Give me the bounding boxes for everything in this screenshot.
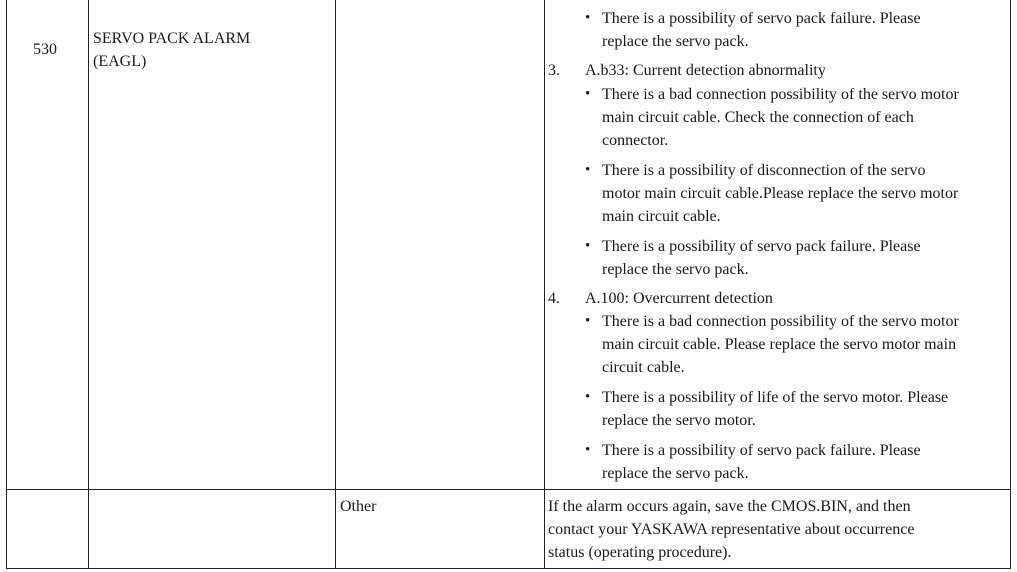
item4-bullet-2: • (585, 389, 591, 405)
item3-bullet-2: • (585, 162, 591, 178)
item4-bullet-3: • (585, 442, 591, 458)
row2-remedy-line-1: If the alarm occurs again, save the CMOS.BIN, and then (548, 498, 911, 515)
item4-bullet-1-line-3: circuit cable. (602, 359, 685, 376)
bullet-top: • (585, 10, 591, 26)
item3-bullet-3-line-2: replace the servo pack. (602, 261, 749, 278)
item3-number: 3. (548, 62, 560, 79)
alarm-number: 530 (33, 41, 57, 58)
item4-bullet-3-line-1: There is a possibility of servo pack failure. Please (602, 442, 921, 459)
item4-bullet-1: • (585, 313, 591, 329)
alarm-name-line-1: SERVO PACK ALARM (93, 30, 251, 47)
item4-bullet-2-line-1: There is a possibility of life of the servo motor. Please (602, 389, 949, 406)
item3-title: A.b33: Current detection abnormality (585, 62, 826, 79)
bullet-top-line-1: There is a possibility of servo pack failure. Please (602, 10, 921, 27)
item3-bullet-1: • (585, 86, 591, 102)
column-divider-cause (544, 0, 545, 569)
column-divider-number (88, 0, 89, 569)
item4-number: 4. (548, 290, 560, 307)
item4-bullet-1-line-1: There is a bad connection possibility of the servo motor (602, 313, 959, 330)
item4-bullet-3-line-2: replace the servo pack. (602, 465, 749, 482)
table-left-border (6, 0, 7, 569)
item3-bullet-3-line-1: There is a possibility of servo pack failure. Please (602, 238, 921, 255)
row2-remedy-line-2: contact your YASKAWA representative about occurrence (548, 521, 915, 538)
column-divider-name (335, 0, 336, 569)
item3-bullet-1-line-1: There is a bad connection possibility of the servo motor (602, 86, 959, 103)
item3-bullet-1-line-2: main circuit cable. Check the connection of each (602, 109, 914, 126)
table-right-border (1010, 0, 1011, 569)
item4-bullet-2-line-2: replace the servo motor. (602, 412, 756, 429)
bullet-top-line-2: replace the servo pack. (602, 33, 749, 50)
item3-bullet-2-line-1: There is a possibility of disconnection of the servo (602, 162, 926, 179)
item3-bullet-2-line-3: main circuit cable. (602, 208, 721, 225)
item4-title: A.100: Overcurrent detection (585, 290, 773, 307)
item3-bullet-2-line-2: motor main circuit cable.Please replace the servo motor (602, 185, 959, 202)
row-divider (6, 489, 1011, 490)
item4-bullet-1-line-2: main circuit cable. Please replace the servo motor main (602, 336, 957, 353)
row2-remedy-line-3: status (operating procedure). (548, 544, 732, 561)
alarm-name-line-2: (EAGL) (93, 53, 147, 70)
item3-bullet-1-line-3: connector. (602, 132, 669, 149)
item3-bullet-3: • (585, 238, 591, 254)
cause-other: Other (340, 498, 377, 515)
table-bottom-border (6, 568, 1011, 569)
